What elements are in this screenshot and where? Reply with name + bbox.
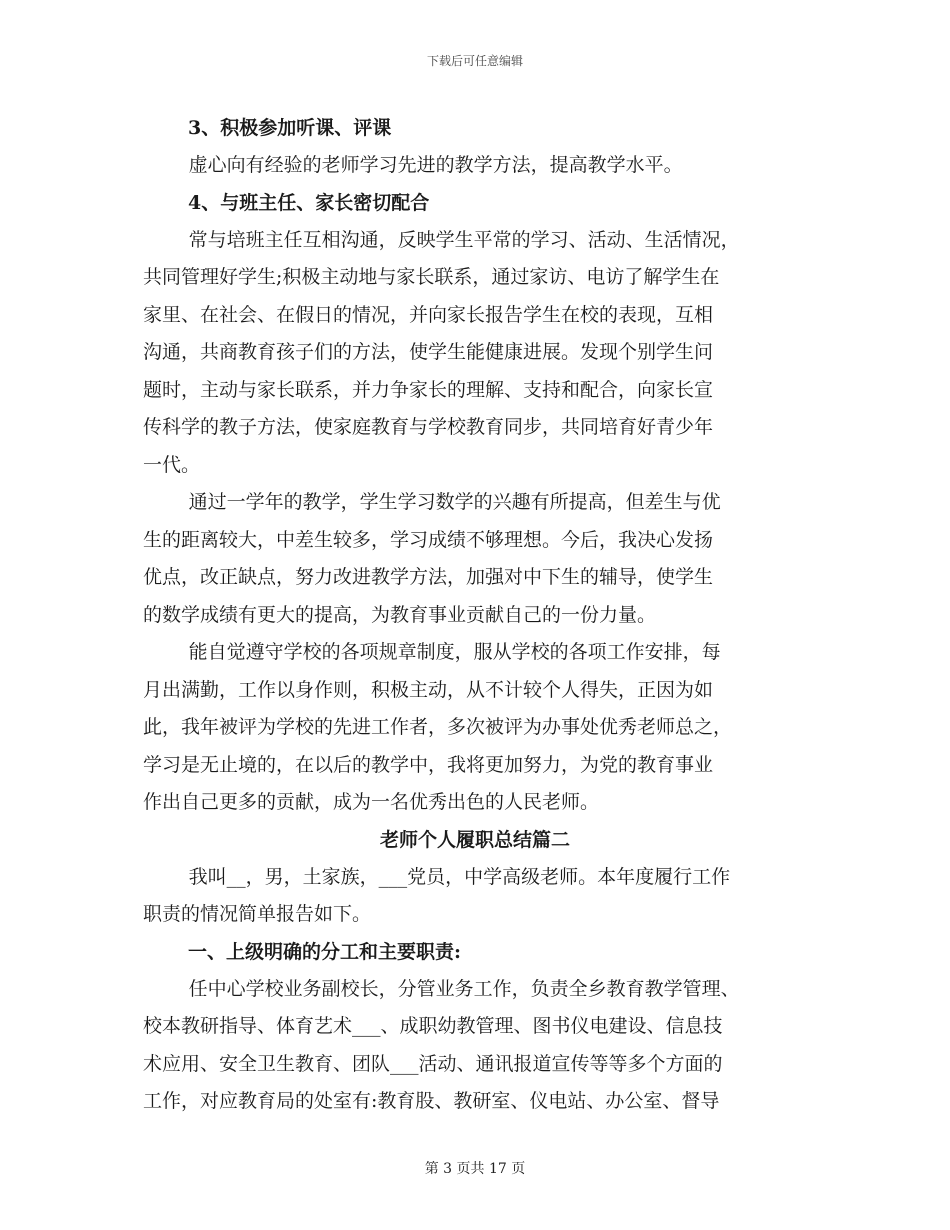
text-line: 沟通，共商教育孩子们的方法，使学生能健康进展。发现个别学生问 [143,341,714,363]
page-footer: 第 3 页共 17 页 [424,1161,526,1177]
text-line: 月出满勤，工作以身作则，积极主动，从不计较个人得失，正因为如 [143,678,714,701]
text-line: 任中心学校业务副校长，分管业务工作，负责全乡教育教学管理、 [188,977,740,1000]
text-line: 虚心向有经验的老师学习先进的教学方法，提高教学水平。 [188,154,683,176]
section-heading [143,110,807,147]
text-line: 4、与班主任、家长密切配合 [188,191,430,214]
paragraph [143,859,807,934]
text-line: 作出自己更多的贡献，成为一名优秀出色的人民老师。 [143,791,600,813]
text-line: 通过一学年的教学，学生学习数学的兴趣有所提高，但差生与优 [188,491,721,513]
text-line: 优点，改正缺点，努力改进教学方法，加强对中下生的辅导，使学生 [143,566,714,588]
text-line: 工作，对应教育局的处室有:教育股、教研室、仪电站、办公室、督导 [143,1090,720,1112]
section-title [143,822,807,859]
text-line: 职责的情况简单报告如下。 [143,903,372,925]
text-line: 能自觉遵守学校的各项规章制度，服从学校的各项工作安排，每 [188,641,721,663]
paragraph [143,484,807,634]
text-line: 此，我年被评为学校的先进工作者，多次被评为办事处优秀老师总之， [143,716,733,738]
text-line: 3、积极参加听课、评课 [188,117,392,139]
document-body [143,110,807,1121]
paragraph [143,222,807,485]
text-line: 我叫__，男，土家族，___党员，中学高级老师。本年度履行工作 [188,865,731,888]
text-line: 一、上级明确的分工和主要职责: [188,940,462,963]
text-line: 家里、在社会、在假日的情况，并向家长报告学生在校的表现，互相 [143,303,714,326]
text-line: 题时，主动与家长联系，并力争家长的理解、支持和配合，向家长宣 [143,378,714,401]
text-line: 共同管理好学生;积极主动地与家长联系，通过家访、电访了解学生在 [143,266,720,288]
text-line: 学习是无止境的，在以后的教学中，我将更加努力，为党的教育事业 [143,753,714,776]
page-header: 下载后可任意编辑 [426,54,523,68]
paragraph [143,147,807,185]
paragraph [143,971,807,1121]
text-line: 校本教研指导、体育艺术___、成职幼教管理、图书仪电建设、信息技 [143,1015,723,1037]
text-line: 生的距离较大，中差生较多，学习成绩不够理想。今后，我决心发扬 [143,528,714,551]
section-heading [143,185,807,222]
section-heading [143,934,807,971]
text-line: 传科学的教子方法，使家庭教育与学校教育同步，共同培育好青少年 [143,416,714,438]
text-line: 一代。 [143,453,201,476]
text-line: 老师个人履职总结篇二 [379,828,570,851]
paragraph [143,634,807,822]
text-line: 常与培班主任互相沟通，反映学生平常的学习、活动、生活情况， [188,228,740,251]
text-line: 的数学成绩有更大的提高，为教育事业贡献自己的一份力量。 [143,603,657,626]
text-line: 术应用、安全卫生教育、团队___活动、通讯报道宣传等等多个方面的 [143,1052,723,1075]
